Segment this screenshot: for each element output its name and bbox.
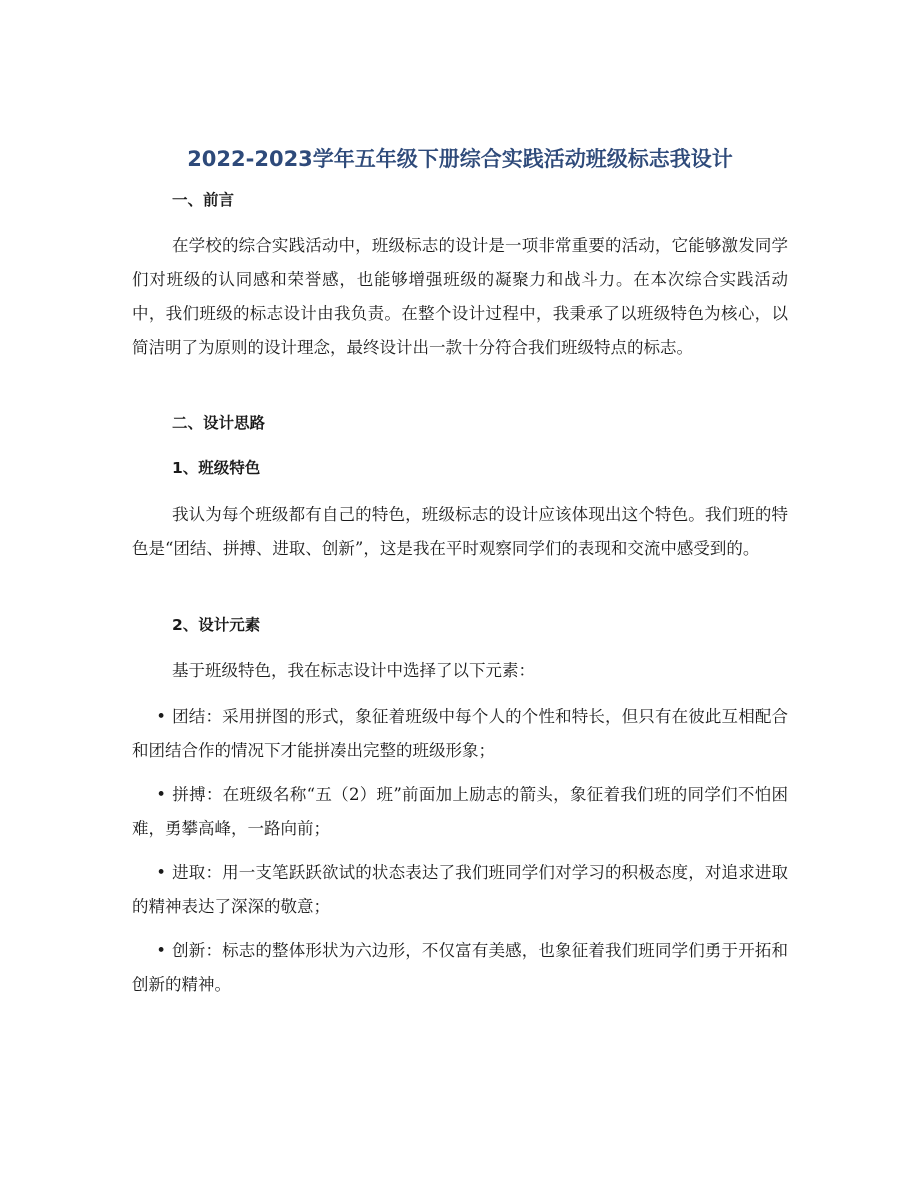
feature-paragraph: 我认为每个班级都有自己的特色，班级标志的设计应该体现出这个特色。我们班的特色是“团结、拼搏、进取、创新”，这是我在平时观察同学们的表现和交流中感受到的。 (132, 505, 788, 558)
intro-paragraph: 在学校的综合实践活动中，班级标志的设计是一项非常重要的活动，它能够激发同学们对班级的认同感和荣誉感，也能够增强班级的凝聚力和战斗力。在本次综合实践活动中，我们班级的标志设计由我负责。在整个设计过程中，我秉承了以班级特色为核心，以简洁明了为原则的设计理念，最终设计出一款十分符合我们班级特点的标志。 (132, 236, 788, 357)
bullet-text: 创新：标志的整体形状为六边形，不仅富有美感，也象征着我们班同学们勇于开拓和创新的精神。 (132, 941, 788, 994)
bullet-symbol: • (156, 707, 166, 726)
list-item (132, 934, 788, 1002)
bullet-symbol: • (156, 863, 166, 882)
bullet-text: 团结：采用拼图的形式，象征着班级中每个人的个性和特长，但只有在彼此互相配合和团结合作的情况下才能拼凑出完整的班级形象； (132, 707, 788, 760)
bullet-text: 进取：用一支笔跃跃欲试的状态表达了我们班同学们对学习的积极态度，对追求进取的精神表达了深深的敬意； (132, 863, 788, 916)
document-title: 2022-2023学年五年级下册综合实践活动班级标志我设计 (187, 147, 733, 171)
section-heading-intro: 一、前言 (172, 191, 235, 209)
bullet-symbol: • (156, 785, 166, 804)
list-item (132, 778, 788, 846)
subheading-design-elements: 2、设计元素 (172, 616, 261, 634)
subheading-class-feature: 1、班级特色 (172, 459, 261, 477)
bullet-text: 拼搏：在班级名称“五（2）班”前面加上励志的箭头，象征着我们班的同学们不怕困难，勇攀高峰，一路向前； (132, 785, 788, 838)
list-item (132, 856, 788, 924)
section-heading-design: 二、设计思路 (172, 414, 266, 432)
bullet-symbol: • (156, 941, 166, 960)
list-item (132, 700, 788, 768)
elements-intro: 基于班级特色，我在标志设计中选择了以下元素： (172, 661, 535, 680)
